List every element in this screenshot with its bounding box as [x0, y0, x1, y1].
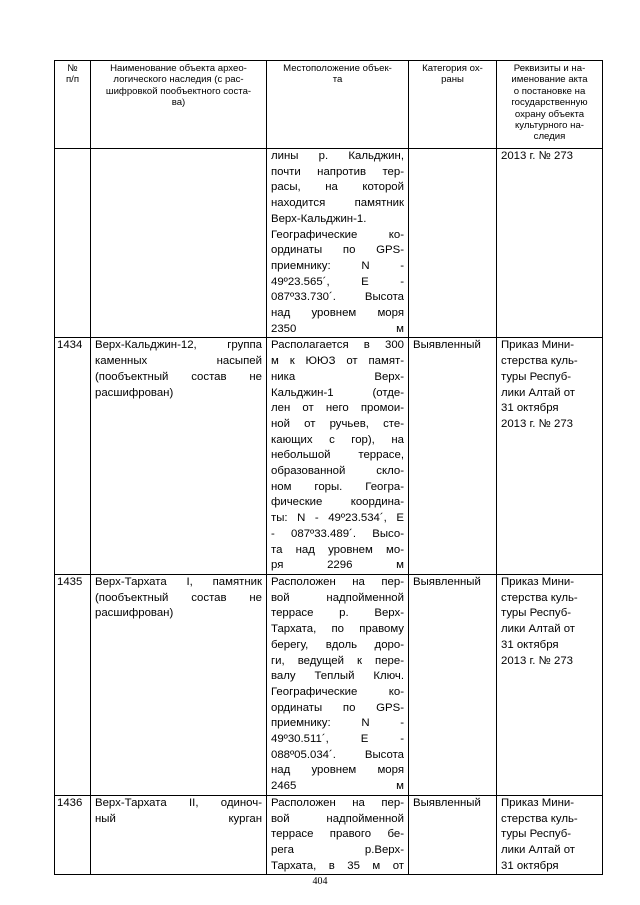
cell-object-name: Верх-Тархата II, одиноч- ный курган [91, 795, 267, 875]
table-row [55, 795, 603, 875]
cell-location: Располагается в 300 м к ЮЮЗ от памят- ника Верх- Кальджин-1 (отде- лен от него промои- ной от ручьев, сте- кающих с гор), на небольшой террасе, образованной скло- ном горы. Геогра- фические координа- ты: N - 49º23.534´, E - 087º33.489´. Высо- та над уровнем мо- ря 2296 м [267, 338, 409, 575]
cell-category: Выявленный [409, 338, 497, 575]
table-row [55, 149, 603, 338]
header-protection-category: Категория ох- раны [409, 61, 497, 149]
heritage-register-table [54, 60, 603, 875]
cell-act: Приказ Мини- стерства куль- туры Респуб- лики Алтай от 31 октября 2013 г. № 273 [497, 574, 603, 795]
header-location: Местоположение объек- та [267, 61, 409, 149]
cell-location: Расположен на пер- вой надпойменной террасе р. Верх- Тархата, по правому берегу, вдоль доро- ги, ведущей к пере- валу Теплый Ключ. Географические ко- ординаты по GPS- приемнику: N - 49º30.511´, E - 088º05.034´. Высота над уровнем моря 2465 м [267, 574, 409, 795]
page-number: 404 [312, 876, 328, 887]
header-object-name: Наименование объекта архео- логического наследия (с рас- шифровкой пообъектного соста- ва) [91, 61, 267, 149]
cell-object-name: Верх-Тархата I, памятник (пообъектный состав не расшифрован) [91, 574, 267, 795]
cell-act: Приказ Мини- стерства куль- туры Респуб- лики Алтай от 31 октября [497, 795, 603, 875]
table-row [55, 574, 603, 795]
cell-number: 1435 [55, 574, 91, 795]
cell-number: 1434 [55, 338, 91, 575]
cell-location: Расположен на пер- вой надпойменной террасе правого бе- рега р.Верх- Тархата, в 35 м от [267, 795, 409, 875]
cell-number: 1436 [55, 795, 91, 875]
cell-act: Приказ Мини- стерства куль- туры Респуб- лики Алтай от 31 октября 2013 г. № 273 [497, 338, 603, 575]
cell-number [55, 149, 91, 338]
header-number: № п/п [55, 61, 91, 149]
cell-object-name [91, 149, 267, 338]
table-row [55, 338, 603, 575]
cell-category [409, 149, 497, 338]
cell-location: лины р. Кальджин, почти напротив тер- расы, на которой находится памятник Верх-Кальджин-1. Географические ко- ординаты по GPS- приемнику: N - 49º23.565´, E - 087º33.730´. Высота над уровнем моря 2350 м [267, 149, 409, 338]
cell-category: Выявленный [409, 795, 497, 875]
header-act-details: Реквизиты и на- именование акта о постановке на государственную охрану объекта культурного на- следия [497, 61, 603, 149]
cell-category: Выявленный [409, 574, 497, 795]
table-header-row [55, 61, 603, 149]
cell-object-name: Верх-Кальджин-12, группа каменных насыпей (пообъектный состав не расшифрован) [91, 338, 267, 575]
cell-act: 2013 г. № 273 [497, 149, 603, 338]
